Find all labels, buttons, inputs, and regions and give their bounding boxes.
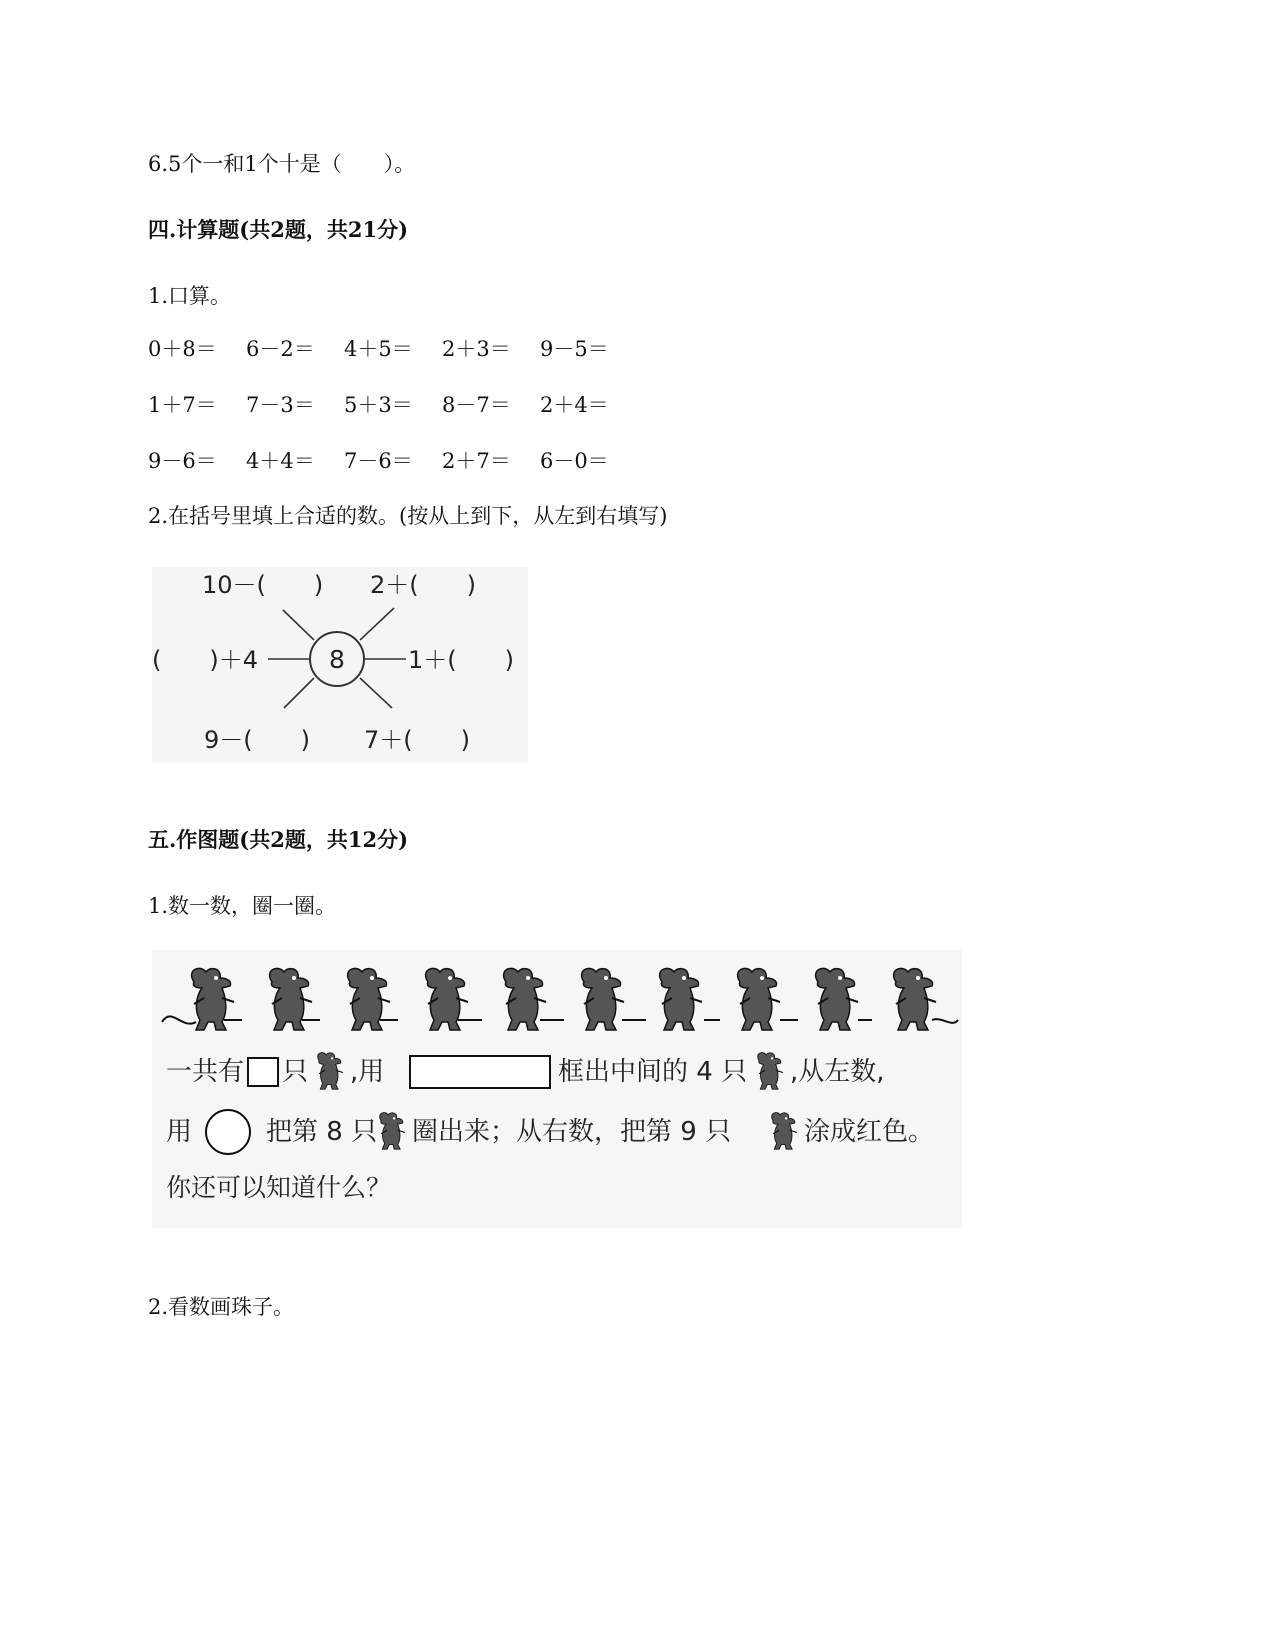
mouse-icon bbox=[758, 1053, 783, 1090]
mouse-icon bbox=[772, 1113, 797, 1150]
mice-text-l1d: 框出中间的 4 只 bbox=[558, 1057, 748, 1087]
mouse-icon bbox=[660, 968, 702, 1030]
question-5-2-label: 2.看数画珠子。 bbox=[148, 1295, 295, 1319]
mouse-icon bbox=[380, 1113, 405, 1150]
mouse-icon bbox=[894, 968, 936, 1030]
mouse-icon bbox=[582, 968, 624, 1030]
expr-bottom-right: 7＋( ) bbox=[364, 726, 470, 754]
center-number: 8 bbox=[329, 645, 345, 674]
mice-text-l2c: 圈出来；从右数，把第 9 只 bbox=[412, 1117, 732, 1147]
mice-text-l1e: ,从左数, bbox=[790, 1057, 885, 1087]
mouse-icon bbox=[816, 968, 858, 1030]
arith-item: 9－6＝ bbox=[148, 449, 217, 473]
mice-text-l1b: 只 bbox=[282, 1057, 309, 1087]
arith-item: 6－0＝ bbox=[540, 449, 609, 473]
mice-text-l2d: 涂成红色。 bbox=[804, 1117, 935, 1147]
arith-item: 4＋4＝ bbox=[246, 449, 315, 473]
answer-rectangle bbox=[410, 1056, 550, 1088]
arith-item: 9－5＝ bbox=[540, 337, 609, 361]
spoke-line bbox=[360, 608, 394, 640]
mouse-icon bbox=[504, 968, 546, 1030]
question-6-text: 6.5个一和1个十是（ ）。 bbox=[148, 152, 416, 176]
arith-item: 1＋7＝ bbox=[148, 393, 217, 417]
arith-item: 5＋3＝ bbox=[344, 393, 413, 417]
answer-circle bbox=[206, 1110, 250, 1154]
section-4-heading: 四.计算题(共2题，共21分) bbox=[148, 217, 409, 242]
mouse-icon bbox=[738, 968, 780, 1030]
arith-item: 7－6＝ bbox=[344, 449, 413, 473]
mice-text-l1a: 一共有 bbox=[166, 1057, 245, 1087]
question-5-1-label: 1.数一数，圈一圈。 bbox=[148, 894, 337, 918]
mice-text-l2a: 用 bbox=[166, 1117, 193, 1147]
arith-item: 2＋4＝ bbox=[540, 393, 609, 417]
expr-top-left: 10－( ) bbox=[202, 571, 324, 599]
section-5-heading: 五.作图题(共2题，共12分) bbox=[148, 827, 409, 852]
question-1-label: 1.口算。 bbox=[148, 284, 232, 308]
arith-item: 8－7＝ bbox=[442, 393, 511, 417]
arith-item: 0＋8＝ bbox=[148, 337, 217, 361]
expr-bottom-left: 9－( ) bbox=[204, 726, 310, 754]
mice-text-l2b: 把第 8 只 bbox=[266, 1117, 378, 1147]
expr-top-right: 2＋( ) bbox=[370, 571, 476, 599]
arith-item: 4＋5＝ bbox=[344, 337, 413, 361]
arith-item: 2＋7＝ bbox=[442, 449, 511, 473]
expr-mid-left: ( )＋4 bbox=[152, 646, 258, 674]
arith-item: 7－3＝ bbox=[246, 393, 315, 417]
answer-square bbox=[248, 1058, 278, 1086]
mice-text-l3: 你还可以知道什么？ bbox=[166, 1173, 392, 1202]
count-mice-diagram bbox=[152, 950, 962, 1228]
arith-item: 2＋3＝ bbox=[442, 337, 511, 361]
mice-text-l1c: ,用 bbox=[350, 1057, 385, 1087]
spoke-line bbox=[284, 678, 314, 708]
fill-in-star-diagram bbox=[152, 567, 528, 763]
expr-mid-right: 1＋( ) bbox=[408, 646, 514, 674]
spoke-line bbox=[283, 610, 314, 640]
arith-item: 6－2＝ bbox=[246, 337, 315, 361]
spoke-line bbox=[360, 678, 392, 708]
question-2-label: 2.在括号里填上合适的数。(按从上到下，从左到右填写) bbox=[148, 504, 668, 528]
mouse-icon bbox=[318, 1053, 343, 1090]
